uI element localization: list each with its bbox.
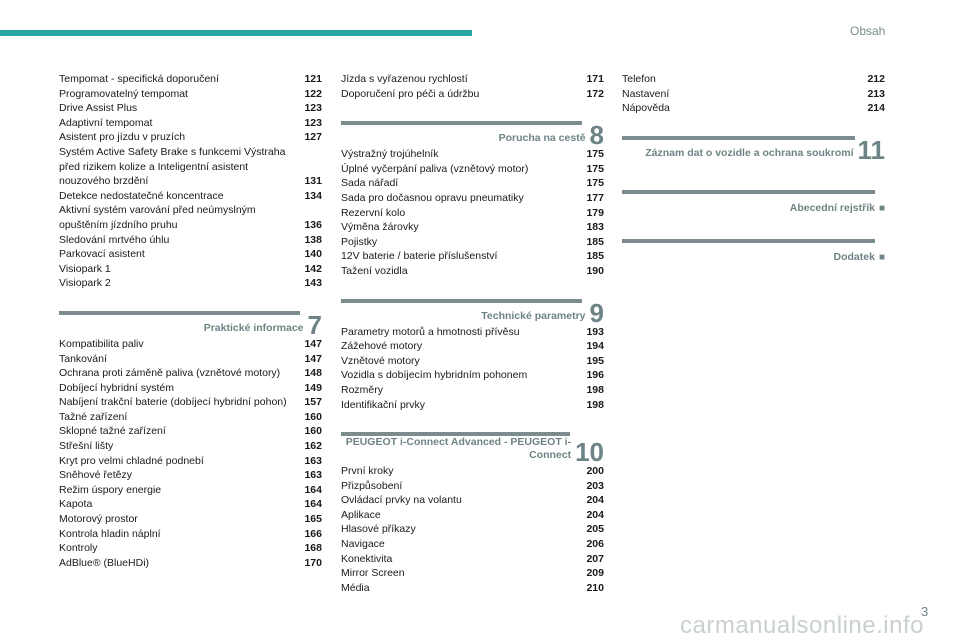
toc-entry-title: Rozměry [341,383,384,396]
toc-entry-page: 147 [304,352,322,365]
toc-entry-page: 165 [304,513,322,526]
toc-entry[interactable] [59,497,322,512]
toc-entry-title: Parkovací asistent [59,248,145,261]
toc-entry[interactable] [59,203,322,232]
toc-list-section-9 [341,325,604,413]
toc-entry-page: 170 [304,556,322,569]
toc-entry-title: Doporučení pro péči a údržbu [341,87,480,100]
toc-entry-title: 12V baterie / baterie příslušenství [341,250,498,263]
section-title: Technické parametry [481,309,586,322]
toc-entry-page: 185 [586,250,604,263]
toc-entry-title: Sklopné tažné zařízení [59,425,166,438]
section-title: PEUGEOT i-Connect Advanced - PEUGEOT i-Connect [345,436,572,462]
toc-entry-title: Rezervní kolo [341,206,406,219]
section-header-8[interactable] [341,120,604,151]
toc-entry-title: Sada pro dočasnou opravu pneumatiky [341,191,524,204]
toc-entry-page: 121 [304,73,322,85]
toc-entry[interactable] [341,566,604,581]
toc-entry-title: Tažení vozidla [341,264,408,277]
toc-entry[interactable] [59,337,322,352]
toc-entry-page: 190 [586,264,604,277]
toc-entry-page: 213 [867,87,885,100]
toc-entry[interactable] [59,276,322,291]
toc-entry[interactable] [341,552,604,567]
toc-entry-title: Sledování mrtvého úhlu [59,233,170,246]
toc-entry-title: Sněhové řetězy [59,469,132,482]
header-accent-bar [0,30,472,36]
toc-entry[interactable] [622,72,885,87]
toc-list-col2-top [341,72,604,101]
toc-entry-title: Úplné vyčerpání paliva (vznětový motor) [341,162,529,175]
toc-entry[interactable] [59,468,322,483]
toc-entry[interactable] [341,162,604,177]
toc-entry[interactable] [59,72,322,87]
toc-entry[interactable] [341,479,604,494]
toc-entry-page: 200 [586,465,604,478]
toc-entry-page: 198 [586,383,604,396]
toc-entry-title: Parametry motorů a hmotnosti přívěsu [341,325,520,338]
toc-entry-page: 162 [304,440,322,453]
square-marker-icon: ■ [878,202,885,214]
section-title: Abecední rejstřík [789,201,875,214]
toc-entry-page: 160 [304,425,322,438]
toc-entry-title: AdBlue® (BlueHDi) [59,556,150,569]
toc-entry-page: 134 [304,189,322,202]
toc-entry[interactable] [59,410,322,425]
toc-entry[interactable] [59,247,322,262]
toc-entry-page: 148 [304,367,322,380]
toc-list-col1-top [59,72,322,291]
toc-entry-title: Navigace [341,538,385,551]
toc-entry-page: 194 [586,340,604,353]
toc-entry-title: Ochrana proti záměně paliva (vznětové motory) [59,367,281,380]
toc-entry-page: 183 [586,221,604,234]
toc-entry-page: 164 [304,483,322,496]
toc-entry-title: Tankování [59,352,107,365]
toc-entry[interactable] [341,206,604,221]
toc-entry[interactable] [59,101,322,116]
toc-entry-page: 149 [304,381,322,394]
toc-entry[interactable] [59,233,322,248]
toc-entry-page: 179 [586,206,604,219]
toc-column-2 [341,72,604,595]
toc-entry-page: 163 [304,469,322,482]
toc-entry[interactable] [59,262,322,277]
section-number: 10 [575,437,604,468]
section-rule [622,239,875,243]
section-title: Porucha na cestě [498,132,586,145]
section-header-appendix[interactable] [622,239,885,264]
toc-entry-page: 142 [304,262,322,275]
toc-entry-title: Ovládací prvky na volantu [341,494,462,507]
toc-entry-title: Pojistky [341,235,378,248]
toc-entry[interactable] [341,537,604,552]
toc-entry[interactable] [341,464,604,479]
toc-entry-title: Visiopark 1 [59,262,111,275]
toc-entry[interactable] [59,512,322,527]
toc-entry-page: 209 [586,567,604,580]
toc-entry[interactable] [341,147,604,162]
toc-entry[interactable] [341,191,604,206]
toc-entry-page: 140 [304,248,322,261]
toc-entry-title: Výměna žárovky [341,221,419,234]
toc-entry-page: 193 [586,325,604,338]
section-title: Praktické informace [203,321,304,334]
toc-list-section-10 [341,464,604,595]
section-title: Záznam dat o vozidle a ochrana soukromí [645,146,854,159]
toc-entry-page: 168 [304,542,322,555]
toc-entry[interactable] [59,381,322,396]
toc-entry[interactable] [59,145,322,189]
toc-entry-title: Mirror Screen [341,567,405,580]
watermark: carmanualsonline.info [680,612,924,639]
toc-entry-title: Systém Active Safety Brake s funkcemi Výstraha před rizikem kolize a Inteligentní asistent nouzového brzdění [59,145,286,188]
toc-entry-title: Zážehové motory [341,340,423,353]
section-number: 8 [589,120,604,151]
toc-entry-title: Tažné zařízení [59,410,128,423]
toc-entry[interactable] [59,130,322,145]
section-number: 9 [589,297,604,328]
toc-entry[interactable] [59,454,322,469]
toc-entry-title: Jízda s vyřazenou rychlostí [341,73,468,85]
page-number: 3 [921,604,929,619]
toc-entry[interactable] [59,352,322,367]
toc-entry-page: 210 [586,581,604,594]
toc-entry-title: Adaptivní tempomat [59,116,153,129]
toc-entry-page: 127 [304,131,322,144]
toc-entry-title: Nabíjení trakční baterie (dobíjecí hybridní pohon) [59,396,287,409]
toc-entry-title: Kapota [59,498,93,511]
toc-entry[interactable] [622,101,885,116]
toc-entry[interactable] [341,235,604,250]
toc-entry-page: 175 [586,162,604,175]
toc-entry[interactable] [59,395,322,410]
toc-entry-page: 160 [304,410,322,423]
toc-entry[interactable] [341,264,604,279]
toc-entry-title: Aplikace [341,508,381,521]
toc-entry-page: 175 [586,177,604,190]
toc-entry[interactable] [341,87,604,102]
toc-entry-page: 198 [586,398,604,411]
toc-entry[interactable] [341,176,604,191]
toc-entry[interactable] [341,522,604,537]
toc-entry-title: Kompatibilita paliv [59,337,144,350]
toc-list-section-8 [341,147,604,278]
section-header-index[interactable] [622,190,885,215]
toc-entry-page: 177 [586,191,604,204]
toc-entry-title: Kryt pro velmi chladné podnebí [59,454,204,467]
toc-entry-title: Střešní lišty [59,440,114,453]
toc-entry[interactable] [341,368,604,383]
toc-entry[interactable] [59,87,322,102]
toc-entry-title: Nastavení [622,87,670,100]
toc-entry-page: 163 [304,454,322,467]
toc-entry-title: Vozidla s dobíjecím hybridním pohonem [341,369,528,382]
toc-entry[interactable] [341,508,604,523]
section-header-9[interactable] [341,297,604,328]
section-header-11[interactable] [622,134,885,165]
toc-entry-page: 123 [304,102,322,115]
toc-entry-title: Vznětové motory [341,354,420,367]
toc-entry-page: 175 [586,148,604,161]
toc-entry[interactable] [59,366,322,381]
toc-entry[interactable] [622,87,885,102]
toc-entry-page: 195 [586,354,604,367]
toc-entry[interactable] [341,354,604,369]
toc-entry-title: Výstražný trojúhelník [341,148,439,161]
toc-entry[interactable] [59,483,322,498]
toc-entry-title: Programovatelný tempomat [59,87,188,100]
toc-entry-title: Tempomat - specifická doporučení [59,73,219,85]
section-number: 7 [307,309,322,340]
toc-entry-page: 123 [304,116,322,129]
toc-entry-page: 185 [586,235,604,248]
toc-entry-title: Konektivita [341,552,393,565]
toc-entry-title: Telefon [622,73,656,85]
toc-entry-title: Visiopark 2 [59,277,111,290]
page-header-title: Obsah [850,24,886,38]
toc-entry-page: 138 [304,233,322,246]
toc-entry-page: 166 [304,527,322,540]
section-header-10[interactable] [341,432,604,468]
toc-entry[interactable] [341,72,604,87]
toc-entry-page: 172 [586,87,604,100]
toc-entry[interactable] [341,581,604,596]
toc-entry-title: Hlasové příkazy [341,523,416,536]
toc-entry[interactable] [59,116,322,131]
toc-entry-title: První kroky [341,465,394,478]
toc-entry-page: 214 [867,102,885,115]
toc-entry-title: Režim úspory energie [59,483,162,496]
toc-entry-title: Motorový prostor [59,513,138,526]
toc-entry-page: 143 [304,277,322,290]
toc-entry-title: Sada nářadí [341,177,399,190]
section-rule [622,190,875,194]
toc-entry-page: 204 [586,508,604,521]
toc-entry-page: 206 [586,538,604,551]
section-number: 11 [857,134,885,165]
toc-entry-title: Detekce nedostatečné koncentrace [59,189,224,202]
toc-entry[interactable] [341,339,604,354]
toc-entry-title: Asistent pro jízdu v pruzích [59,131,186,144]
toc-entry[interactable] [341,493,604,508]
section-title: Dodatek [833,250,875,263]
toc-entry[interactable] [341,383,604,398]
toc-entry-page: 205 [586,523,604,536]
toc-entry-title: Nápověda [622,102,670,115]
toc-entry[interactable] [59,189,322,204]
section-header-7[interactable] [59,309,322,340]
toc-list-section-7 [59,337,322,571]
toc-entry[interactable] [341,249,604,264]
toc-entry-title: Kontrola hladin náplní [59,527,161,540]
toc-entry-page: 212 [867,73,885,85]
toc-entry-page: 203 [586,479,604,492]
toc-entry[interactable] [341,325,604,340]
toc-entry[interactable] [59,424,322,439]
toc-entry-page: 147 [304,337,322,350]
toc-entry-title: Aktivní systém varování před neúmyslným opuštěním jízdního pruhu [59,204,256,231]
toc-column-1 [59,72,322,570]
toc-entry-page: 207 [586,552,604,565]
toc-entry-page: 131 [304,175,322,188]
toc-entry-page: 157 [304,396,322,409]
toc-entry-page: 122 [304,87,322,100]
toc-entry[interactable] [59,556,322,571]
toc-entry-page: 171 [586,73,604,85]
toc-entry-title: Média [341,581,370,594]
toc-entry[interactable] [59,541,322,556]
toc-entry-page: 196 [586,369,604,382]
toc-entry-title: Přizpůsobení [341,479,403,492]
toc-entry-page: 164 [304,498,322,511]
square-marker-icon: ■ [878,251,885,263]
toc-entry-page: 136 [304,218,322,231]
toc-entry[interactable] [59,527,322,542]
toc-entry-title: Identifikační prvky [341,398,426,411]
toc-entry[interactable] [341,220,604,235]
toc-list-col3-top [622,72,885,116]
toc-entry-title: Dobíjecí hybridní systém [59,381,174,394]
toc-entry-title: Kontroly [59,542,98,555]
toc-entry-page: 204 [586,494,604,507]
toc-column-3 [622,72,885,266]
toc-entry[interactable] [341,398,604,413]
toc-entry[interactable] [59,439,322,454]
toc-entry-title: Drive Assist Plus [59,102,138,115]
